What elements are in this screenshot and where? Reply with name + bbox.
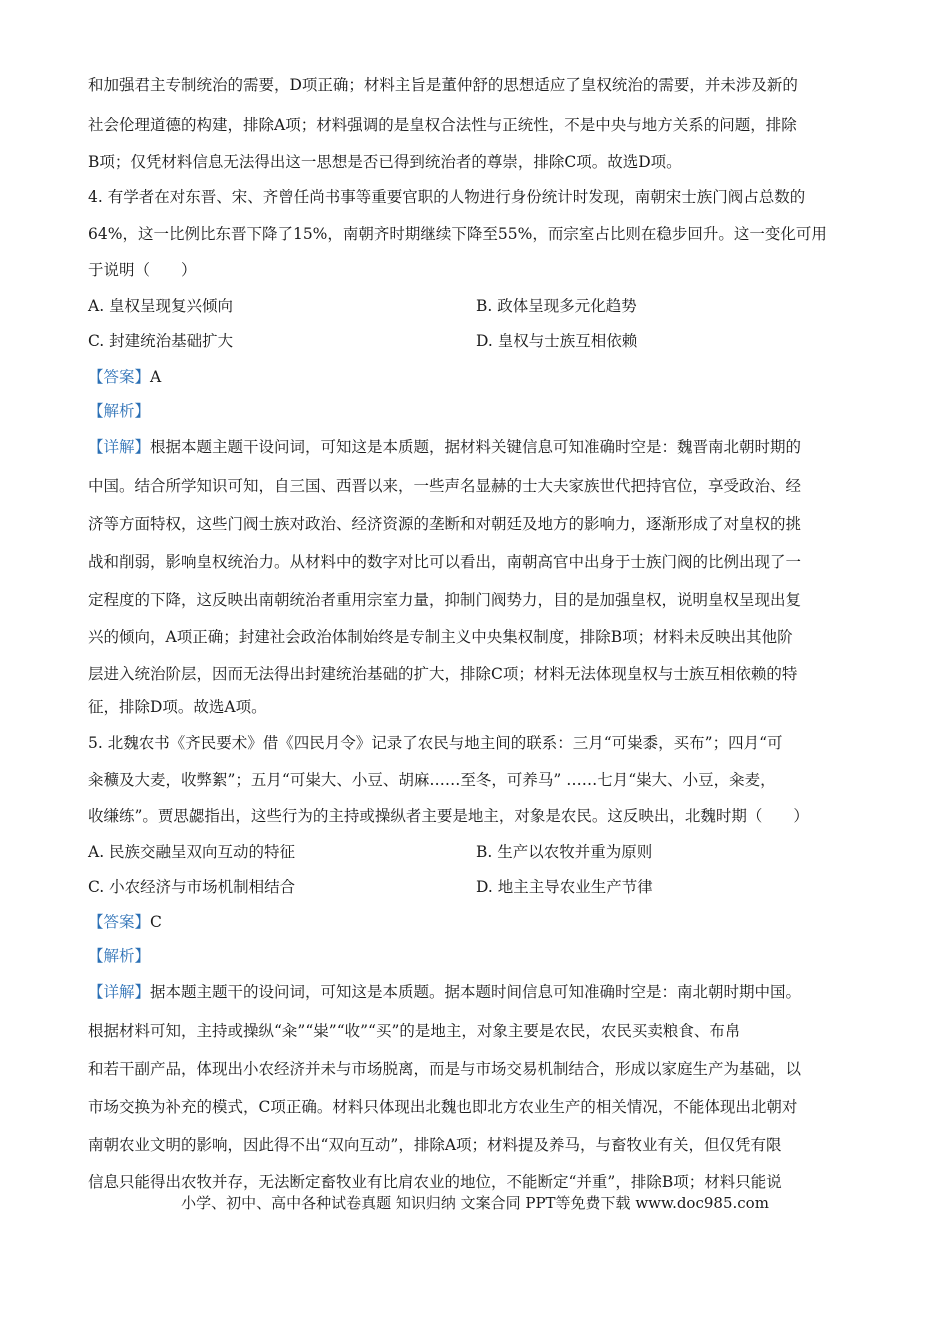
question-4-detail — [88, 437, 868, 457]
question-5-stem: 收缣练”。贾思勰指出，这些行为的主持或操纵者主要是地主，对象是农民。这反映出，北魏时期（ ） — [88, 807, 809, 825]
question-5-analysis-tag: 【解析】 — [88, 947, 151, 965]
detail-tag: 【详解】 — [88, 438, 151, 456]
question-5-detail: 市场交换为补充的模式，C项正确。材料只体现出北魏也即北方农业生产的相关情况，不能体现出北朝对 — [88, 1098, 798, 1116]
continuation-line: 和加强君主专制统治的需要，D项正确；材料主旨是董仲舒的思想适应了皇权统治的需要，并未涉及新的 — [88, 76, 798, 94]
question-5-detail: 信息只能得出农牧并存，无法断定畜牧业有比肩农业的地位，不能断定“并重”，排除B项；材料只能说 — [88, 1173, 782, 1191]
question-5-answer — [88, 912, 868, 932]
page-footer: 小学、初中、高中各种试卷真题 知识归纳 文案合同 PPT等免费下载 www.doc985.com — [181, 1194, 769, 1212]
question-5-stem: 5. 北魏农书《齐民要术》借《四民月令》记录了农民与地主间的联系：三月“可粜黍，买布”；四月“可 — [88, 734, 783, 752]
answer-value: A — [150, 368, 162, 386]
detail-text: 据本题主题干的设问词，可知这是本质题。据本题时间信息可知准确时空是：南北朝时期中国。 — [150, 983, 802, 1001]
detail-text: 根据本题主题干设问词，可知这是本质题，据材料关键信息可知准确时空是：魏晋南北朝时期的 — [150, 438, 802, 456]
question-4-option-a: A. 皇权呈现复兴倾向 — [88, 297, 234, 315]
question-5-detail: 南朝农业文明的影响，因此得不出“双向互动”，排除A项；材料提及养马，与畜牧业有关，但仅凭有限 — [88, 1136, 782, 1154]
question-4-detail: 定程度的下降，这反映出南朝统治者重用宗室力量，抑制门阀势力，目的是加强皇权，说明皇权呈现出复 — [88, 591, 802, 609]
question-4-detail: 征，排除D项。故选A项。 — [88, 698, 267, 716]
question-5-stem: 籴穬及大麦，收弊絮”；五月“可粜大、小豆、胡麻……至冬，可养马” ……七月“粜大、小豆，籴麦， — [88, 771, 776, 789]
question-5-detail — [88, 982, 868, 1002]
question-4-answer — [88, 367, 868, 387]
question-5-option-a: A. 民族交融呈双向互动的特征 — [88, 843, 296, 861]
detail-tag: 【详解】 — [88, 983, 151, 1001]
question-4-option-c: C. 封建统治基础扩大 — [88, 332, 234, 350]
answer-tag: 【答案】 — [88, 368, 151, 386]
question-4-analysis-tag: 【解析】 — [88, 402, 151, 420]
question-4-detail: 战和削弱，影响皇权统治力。从材料中的数字对比可以看出，南朝高官中出身于士族门阀的比例出现了一 — [88, 553, 802, 571]
question-5-option-d: D. 地主主导农业生产节律 — [476, 878, 653, 896]
question-4-option-d: D. 皇权与士族互相依赖 — [476, 332, 638, 350]
question-4-detail: 中国。结合所学知识可知，自三国、西晋以来，一些声名显赫的士大夫家族世代把持官位，享受政治、经 — [88, 477, 802, 495]
answer-tag: 【答案】 — [88, 913, 151, 931]
question-4-detail: 层进入统治阶层，因而无法得出封建统治基础的扩大，排除C项；材料无法体现皇权与士族互相依赖的特 — [88, 665, 798, 683]
question-5-option-c: C. 小农经济与市场机制相结合 — [88, 878, 296, 896]
question-4-stem: 于说明（ ） — [88, 261, 197, 279]
question-5-option-b: B. 生产以农牧并重为原则 — [476, 843, 653, 861]
question-5-detail: 根据材料可知，主持或操纵“籴”“粜”“收”“买”的是地主，对象主要是农民，农民买卖粮食、布帛 — [88, 1022, 741, 1040]
question-4-detail: 兴的倾向，A项正确；封建社会政治体制始终是专制主义中央集权制度，排除B项；材料未反映出其他阶 — [88, 628, 793, 646]
question-4-detail: 济等方面特权，这些门阀士族对政治、经济资源的垄断和对朝廷及地方的影响力，逐渐形成了对皇权的挑 — [88, 515, 802, 533]
answer-value: C — [150, 913, 162, 931]
question-4-stem: 64%，这一比例比东晋下降了15%，南朝齐时期继续下降至55%，而宗室占比则在稳步回升。这一变化可用 — [88, 225, 827, 243]
continuation-line: B项；仅凭材料信息无法得出这一思想是否已得到统治者的尊崇，排除C项。故选D项。 — [88, 153, 682, 171]
continuation-line: 社会伦理道德的构建，排除A项；材料强调的是皇权合法性与正统性，不是中央与地方关系的问题，排除 — [88, 116, 797, 134]
question-4-stem: 4. 有学者在对东晋、宋、齐曾任尚书事等重要官职的人物进行身份统计时发现，南朝宋士族门阀占总数的 — [88, 188, 806, 206]
question-5-detail: 和若干副产品，体现出小农经济并未与市场脱离，而是与市场交易机制结合，形成以家庭生产为基础，以 — [88, 1060, 802, 1078]
question-4-option-b: B. 政体呈现多元化趋势 — [476, 297, 637, 315]
